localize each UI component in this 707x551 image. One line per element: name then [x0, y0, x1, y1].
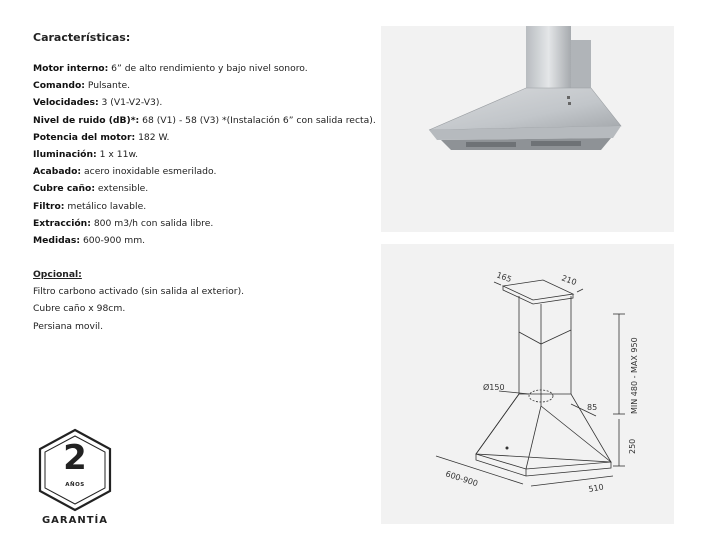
- spec-label: Acabado:: [33, 166, 82, 178]
- technical-drawing: [381, 244, 674, 524]
- spec-row: [33, 60, 376, 77]
- spec-value: 6” de alto rendimiento y bajo nivel sonoro.: [108, 63, 308, 74]
- dim-height: MIN 480 - MAX 950: [630, 337, 639, 414]
- spec-value: 600-900 mm.: [80, 235, 146, 247]
- spec-label: Comando:: [33, 80, 85, 92]
- dimension-diagram: [381, 244, 674, 524]
- spec-row: [33, 163, 376, 180]
- dim-85: 85: [587, 403, 598, 412]
- spec-row: [33, 112, 376, 129]
- dim-width: 600-900: [444, 469, 479, 489]
- spec-list: [33, 60, 376, 249]
- spec-value: Pulsante.: [84, 80, 131, 92]
- spec-value: extensible.: [95, 183, 149, 195]
- spec-row: [33, 180, 376, 197]
- spec-value: 68 (V1) - 58 (V3) *(Instalación 6” con salida recta).: [139, 114, 376, 126]
- product-photo: [381, 26, 674, 232]
- spec-label: Potencia del motor:: [33, 131, 136, 143]
- warranty-years: 2: [63, 438, 87, 478]
- spec-label: Filtro:: [33, 200, 65, 212]
- spec-value: 1 x 11w.: [96, 149, 139, 161]
- spec-row: [33, 215, 376, 232]
- spec-row: [33, 198, 376, 215]
- spec-value: 182 W.: [135, 131, 170, 143]
- warranty-unit: AÑOS: [65, 482, 85, 488]
- spec-row: [33, 232, 376, 249]
- spec-value: 3 (V1-V2-V3).: [98, 97, 163, 109]
- range-hood-image: [381, 26, 674, 232]
- warranty-badge: [37, 428, 113, 528]
- spec-value: 800 m3/h con salida libre.: [90, 217, 214, 229]
- dim-250: 250: [628, 438, 637, 454]
- warranty-label: GARANTÍA: [41, 515, 109, 526]
- spec-value: metálico lavable.: [64, 200, 147, 212]
- spec-label: Extracción:: [33, 217, 91, 229]
- spec-label: Nivel de ruido (dB)*:: [33, 114, 140, 126]
- dim-top-left: 165: [495, 270, 513, 285]
- optional-section: [33, 266, 244, 335]
- spec-row: [33, 129, 376, 146]
- characteristics-title: Características:: [33, 31, 131, 44]
- spec-label: Cubre caño:: [33, 183, 95, 195]
- optional-heading: Opcional:: [33, 269, 82, 280]
- spec-label: Iluminación:: [33, 149, 97, 161]
- spec-row: [33, 77, 376, 94]
- dim-top-right: 210: [560, 273, 578, 288]
- spec-row: [33, 146, 376, 163]
- optional-item: Persiana movil.: [33, 320, 104, 332]
- dim-diameter: Ø150: [483, 383, 505, 392]
- spec-label: Velocidades:: [33, 97, 99, 109]
- optional-item: Filtro carbono activado (sin salida al exterior).: [33, 286, 245, 298]
- spec-label: Motor interno:: [33, 63, 109, 74]
- spec-row: [33, 94, 376, 111]
- dim-depth: 510: [587, 482, 605, 494]
- optional-item: Cubre caño x 98cm.: [33, 303, 126, 315]
- spec-label: Medidas:: [33, 235, 81, 247]
- spec-value: acero inoxidable esmerilado.: [81, 166, 217, 178]
